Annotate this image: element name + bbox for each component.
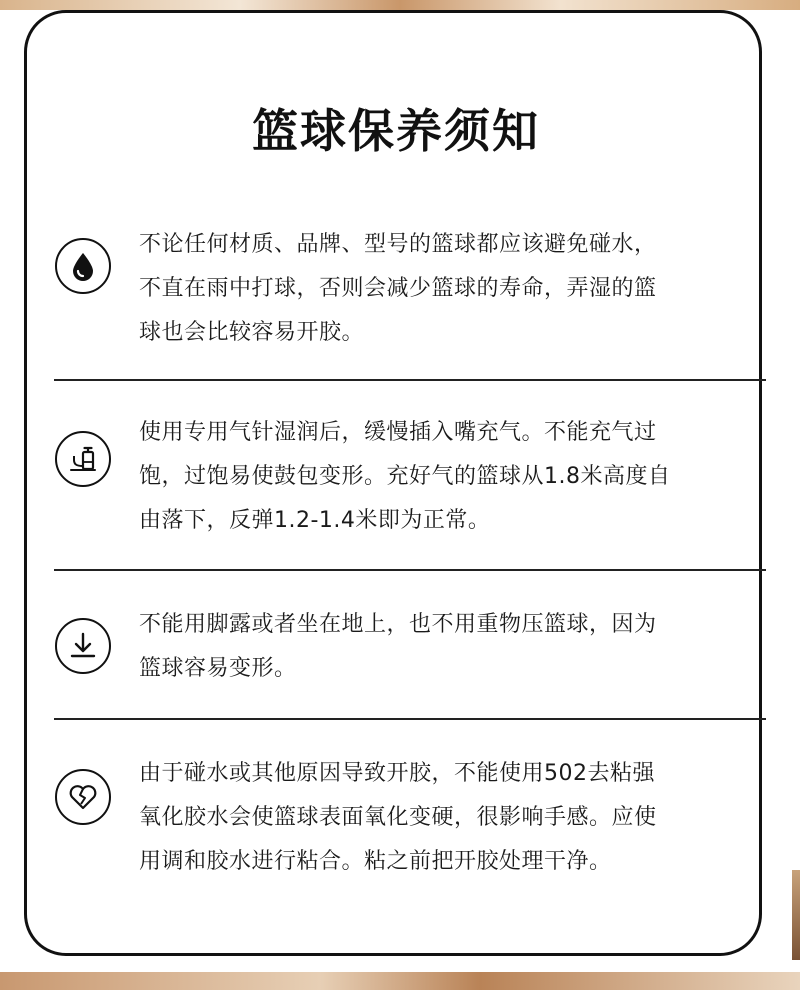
notice-text-water	[139, 223, 719, 355]
right-photo-edge	[792, 870, 800, 960]
divider	[54, 379, 766, 381]
text-line: 用调和胶水进行粘合。粘之前把开胶处理干净。	[139, 849, 612, 874]
care-notice-card	[24, 10, 762, 956]
text-line: 氧化胶水会使篮球表面氧化变硬，很影响手感。应使	[139, 805, 657, 830]
text-line: 由于碰水或其他原因导致开胶，不能使用502去粘强	[139, 761, 655, 786]
broken-heart-icon	[55, 769, 111, 825]
divider	[54, 718, 766, 720]
text-line: 饱，过饱易使鼓包变形。充好气的篮球从1.8米高度自	[139, 464, 671, 489]
page-title: 篮球保养须知	[252, 104, 540, 158]
press-down-icon	[55, 618, 111, 674]
text-line: 不论任何材质、品牌、型号的篮球都应该避免碰水，	[139, 232, 657, 257]
pump-icon	[55, 431, 111, 487]
notice-text-glue	[139, 752, 719, 884]
text-line: 不能用脚露或者坐在地上，也不用重物压篮球，因为	[139, 612, 657, 637]
notice-text-pressure	[139, 603, 719, 691]
text-line: 由落下，反弹1.2-1.4米即为正常。	[139, 508, 491, 533]
text-line: 使用专用气针湿润后，缓慢插入嘴充气。不能充气过	[139, 420, 657, 445]
top-photo-strip	[0, 0, 800, 10]
notice-text-inflate	[139, 411, 719, 543]
bottom-photo-strip	[0, 972, 800, 990]
water-drop-icon	[55, 238, 111, 294]
text-line: 篮球容易变形。	[139, 656, 297, 681]
divider	[54, 569, 766, 571]
text-line: 不直在雨中打球，否则会减少篮球的寿命，弄湿的篮	[139, 276, 657, 301]
text-line: 球也会比较容易开胶。	[139, 320, 365, 345]
